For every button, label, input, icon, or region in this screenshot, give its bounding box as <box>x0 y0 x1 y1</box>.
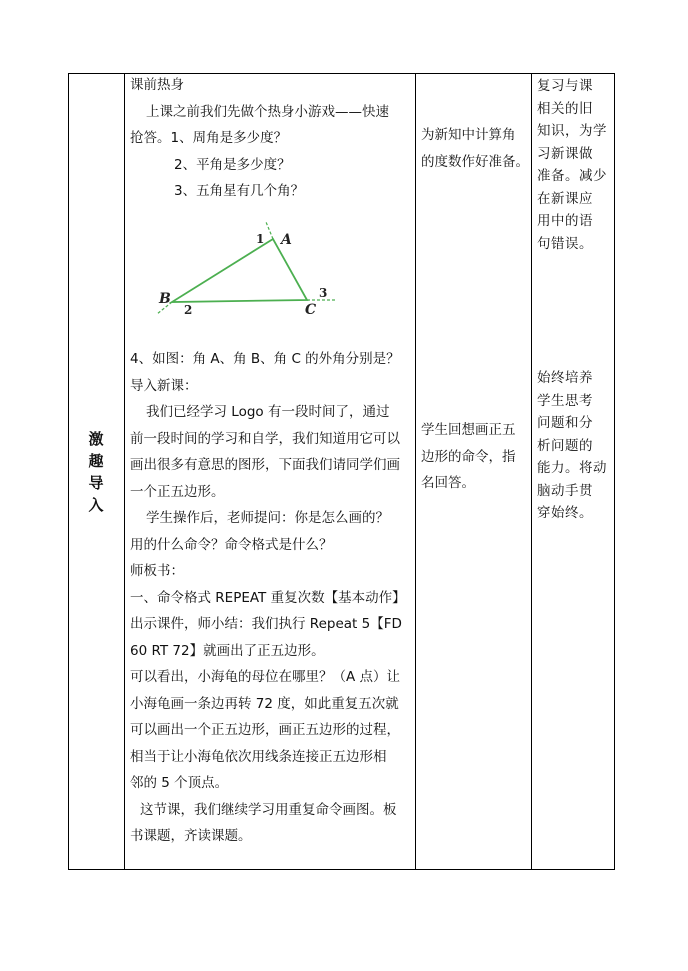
intent-line: 脑动手贯 <box>537 482 593 499</box>
question-2: 2、平角是多少度？ <box>174 156 291 173</box>
student-activity-1 <box>421 122 529 175</box>
extension-a <box>266 222 273 239</box>
vertex-b-label: B <box>159 291 171 307</box>
phase-char: 激 <box>88 430 104 448</box>
intent-line: 句错误。 <box>537 235 593 252</box>
intent-line: 学生思考 <box>537 392 593 409</box>
paragraph-line: 邻的 5 个顶点。 <box>130 775 229 791</box>
board-heading: 师板书： <box>130 563 184 579</box>
intent-line: 用中的语 <box>537 213 593 229</box>
table-left-border <box>68 73 69 870</box>
paragraph-line: 用的什么命令？命令格式是什么？ <box>130 536 333 553</box>
col-divider-1 <box>124 73 125 870</box>
student-line: 为新知中计算角 <box>421 127 516 143</box>
question-4: 4、如图：角 A、角 B、角 C 的外角分别是？ <box>130 351 400 367</box>
vertex-a-label: A <box>281 232 292 248</box>
triangle-figure <box>155 222 345 322</box>
student-line: 的度数作好准备。 <box>421 153 529 170</box>
vertex-c-label: C <box>305 302 317 318</box>
student-activity-2 <box>421 417 529 497</box>
angle-1-label: 1 <box>256 232 265 246</box>
paragraph-line: 小海龟画一条边再转 72 度，如此重复五次就 <box>130 695 399 712</box>
paragraph-line: 画出很多有意思的图形，下面我们请同学们画 <box>130 457 400 473</box>
intent-line: 准备。减少 <box>537 168 607 184</box>
command-line: 出示课件，师小结：我们执行 Repeat 5【FD <box>130 616 402 632</box>
phase-char: 入 <box>88 496 104 514</box>
paragraph-line: 书课题，齐读课题。 <box>130 828 252 844</box>
command-line: 60 RT 72】就画出了正五边形。 <box>130 642 325 659</box>
intent-line: 在新课应 <box>537 190 593 207</box>
table-right-border <box>614 73 615 870</box>
intent-line: 习新课做 <box>537 145 593 162</box>
intent-line: 始终培养 <box>537 370 593 386</box>
student-line: 边形的命令，指 <box>421 448 516 465</box>
intent-line: 复习与课 <box>537 78 593 94</box>
warmup-heading: 课前热身 <box>130 77 184 93</box>
teaching-content-lower <box>130 346 415 850</box>
intent-line: 穿始终。 <box>537 505 593 521</box>
paragraph-line: 可以画出一个正五边形，画正五边形的过程， <box>130 722 400 738</box>
paragraph-line: 我们已经学习 Logo 有一段时间了，通过 <box>146 404 390 420</box>
paragraph-line: 前一段时间的学习和自学，我们知道用它可以 <box>130 430 400 447</box>
design-intent-1 <box>537 75 612 255</box>
phase-label <box>70 428 122 516</box>
intent-line: 知识，为学 <box>537 123 607 139</box>
intent-line: 析问题的 <box>537 437 593 454</box>
intent-line: 能力。将动 <box>537 460 607 476</box>
teaching-content <box>130 72 415 205</box>
paragraph-line: 学生操作后，老师提问：你是怎么画的？ <box>146 510 389 526</box>
question-3: 3、五角星有几个角？ <box>174 183 305 199</box>
col-divider-3 <box>531 73 532 870</box>
phase-char: 导 <box>88 474 104 492</box>
command-line: 一、命令格式 REPEAT 重复次数【基本动作】 <box>130 589 406 606</box>
student-line: 学生回想画正五 <box>421 422 516 438</box>
angle-3-label: 3 <box>319 286 328 300</box>
intro-line: 上课之前我们先做个热身小游戏——快速 <box>146 103 389 120</box>
intent-line: 问题和分 <box>537 415 593 431</box>
phase-char: 趣 <box>88 452 104 470</box>
triangle <box>172 239 307 302</box>
angle-2-label: 2 <box>184 303 193 317</box>
new-lesson-heading: 导入新课： <box>130 377 198 394</box>
design-intent-2 <box>537 367 612 525</box>
intent-line: 相关的旧 <box>537 100 593 117</box>
paragraph-line: 相当于让小海龟依次用线条连接正五边形相 <box>130 748 387 765</box>
student-line: 名回答。 <box>421 475 475 491</box>
table-bottom-border <box>68 869 615 870</box>
intro-line: 抢答。1、周角是多少度？ <box>130 130 288 146</box>
col-divider-2 <box>415 73 416 870</box>
paragraph-line: 一个正五边形。 <box>130 483 225 500</box>
paragraph-line: 这节课，我们继续学习用重复命令画图。板 <box>140 801 397 818</box>
paragraph-line: 可以看出，小海龟的母位在哪里？（A 点）让 <box>130 669 401 685</box>
